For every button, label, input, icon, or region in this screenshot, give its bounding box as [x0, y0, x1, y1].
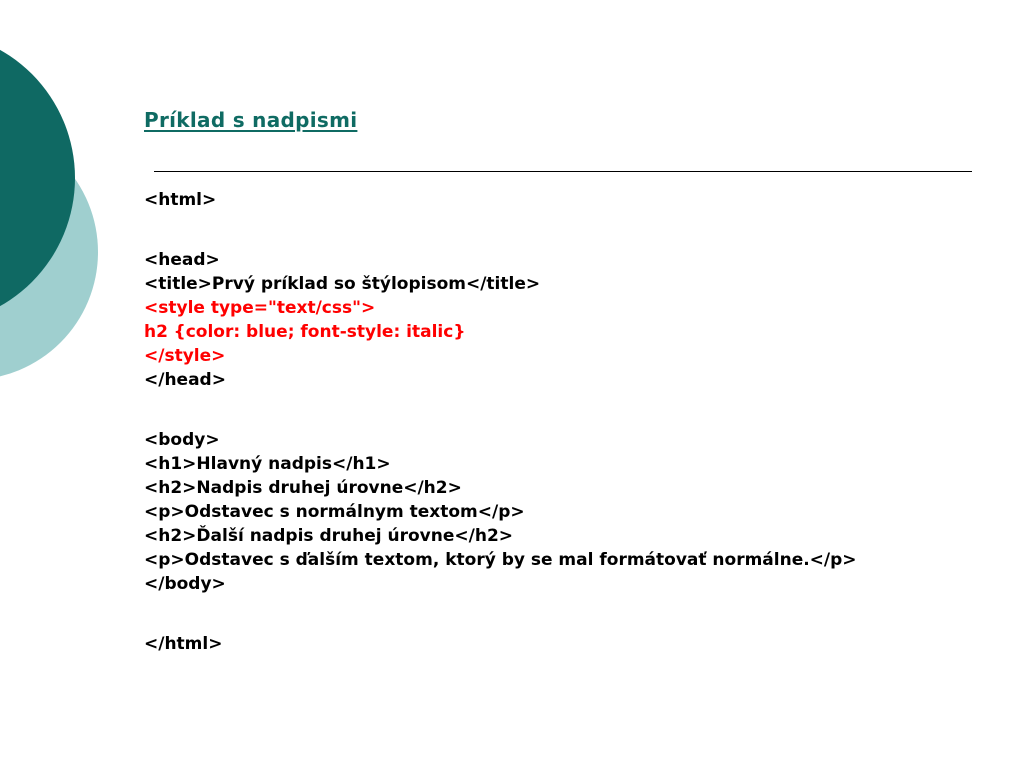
code-h2-line-2: <h2>Ďalší nadpis druhej úrovne</h2>	[144, 526, 514, 546]
code-head-open: <head>	[144, 250, 220, 270]
blank-line	[144, 596, 1004, 632]
code-body-close: </body>	[144, 574, 226, 594]
decorative-circles	[0, 0, 120, 420]
code-title-line: <title>Prvý príklad so štýlopisom</title>	[144, 274, 541, 294]
code-h1-line: <h1>Hlavný nadpis</h1>	[144, 454, 391, 474]
code-head-close: </head>	[144, 370, 226, 390]
blank-line	[144, 392, 1004, 428]
blank-line	[144, 212, 1004, 248]
code-html-open: <html>	[144, 190, 217, 210]
slide-title: Príklad s nadpismi	[144, 108, 358, 132]
code-block	[144, 188, 1004, 656]
code-style-close: </style>	[144, 346, 226, 366]
code-p-line-2: <p>Odstavec s ďalším textom, ktorý by se mal formátovať normálne.</p>	[144, 550, 857, 570]
code-style-rule: h2 {color: blue; font-style: italic}	[144, 322, 466, 342]
title-divider	[154, 171, 972, 172]
code-h2-line-1: <h2>Nadpis druhej úrovne</h2>	[144, 478, 462, 498]
code-p-line-1: <p>Odstavec s normálnym textom</p>	[144, 502, 525, 522]
code-style-open: <style type="text/css">	[144, 298, 376, 318]
code-body-open: <body>	[144, 430, 220, 450]
code-html-close: </html>	[144, 634, 223, 654]
